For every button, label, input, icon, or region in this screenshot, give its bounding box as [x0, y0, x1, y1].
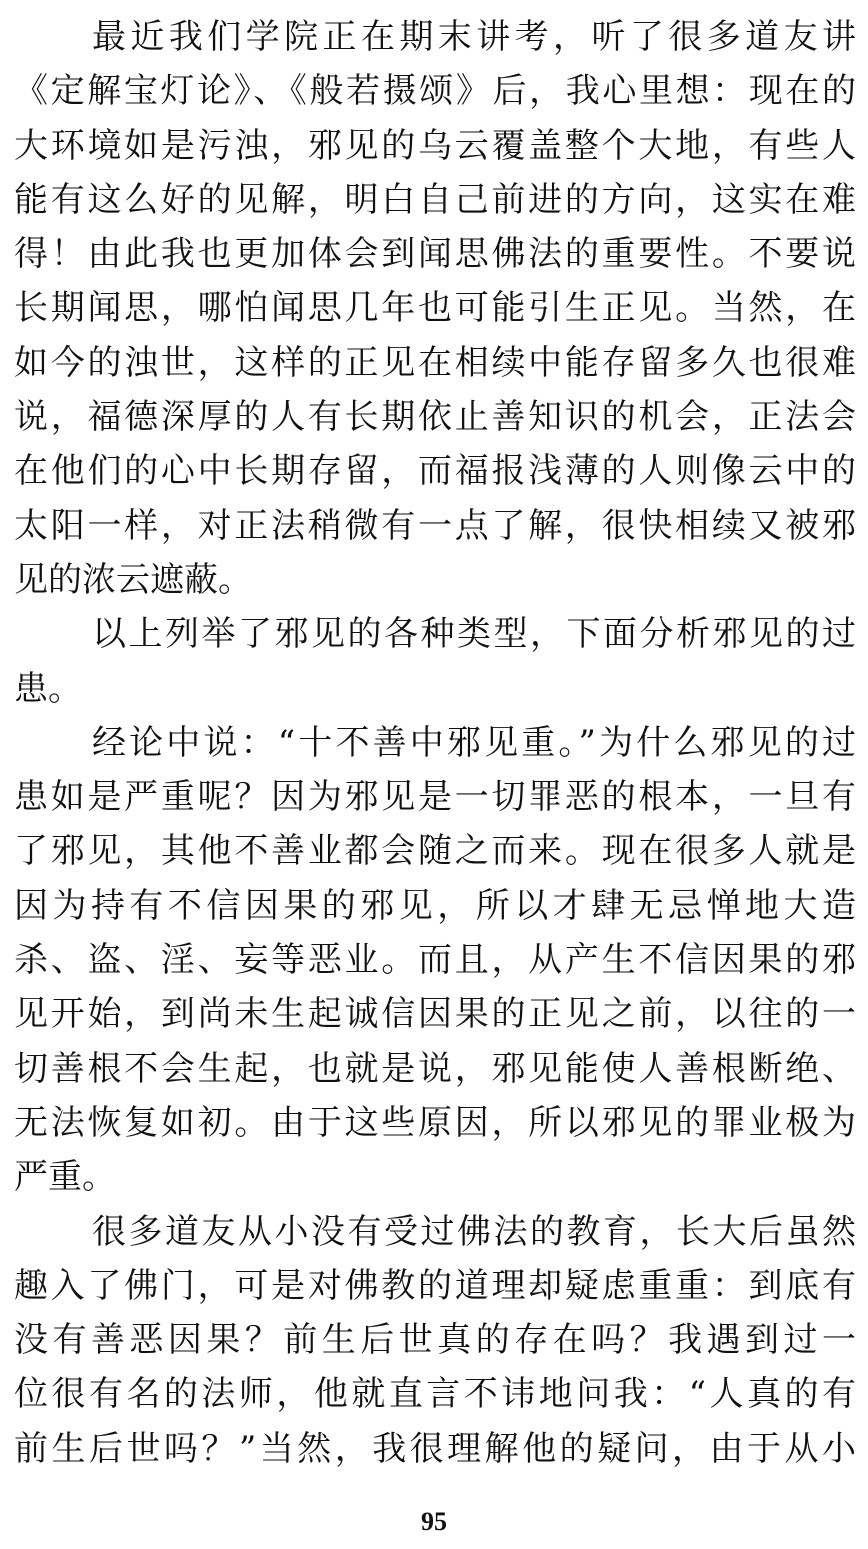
- page-number: 95: [421, 1507, 447, 1536]
- text-line-8: 说，福德深厚的人有长期依止善知识的机会，正法会: [14, 397, 856, 438]
- text-line-2: 《定解宝灯论》、《般若摄颂》后，我心里想：现在的: [14, 71, 856, 112]
- text-line-15: 患如是严重呢？因为邪见是一切罪恶的根本，一旦有: [14, 777, 856, 818]
- text-line-26: 位很有名的法师，他就直言不讳地问我：“人真的有: [14, 1374, 856, 1415]
- text-line-25: 没有善恶因果？前生后世真的存在吗？我遇到过一: [14, 1320, 856, 1361]
- text-line-12: 以上列举了邪见的各种类型，下面分析邪见的过: [92, 614, 856, 655]
- text-line-19: 见开始，到尚未生起诚信因果的正见之前，以往的一: [14, 994, 856, 1035]
- text-line-24: 趣入了佛门，可是对佛教的道理却疑虑重重：到底有: [14, 1265, 856, 1306]
- text-line-4: 能有这么好的见解，明白自己前进的方向，这实在难: [14, 179, 856, 220]
- text-line-22: 严重。: [14, 1157, 116, 1198]
- text-line-16: 了邪见，其他不善业都会随之而来。现在很多人就是: [14, 831, 856, 872]
- text-line-10: 太阳一样，对正法稍微有一点了解，很快相续又被邪: [14, 505, 856, 546]
- text-line-17: 因为持有不信因果的邪见，所以才肆无忌惮地大造: [14, 885, 856, 926]
- text-line-5: 得！由此我也更加体会到闻思佛法的重要性。不要说: [14, 234, 856, 275]
- text-line-21: 无法恢复如初。由于这些原因，所以邪见的罪业极为: [14, 1102, 856, 1143]
- text-line-6: 长期闻思，哪怕闻思几年也可能引生正见。当然，在: [14, 288, 856, 329]
- text-line-27: 前生后世吗？”当然，我很理解他的疑问，由于从小: [14, 1428, 856, 1469]
- text-line-3: 大环境如是污浊，邪见的乌云覆盖整个大地，有些人: [14, 125, 856, 166]
- text-line-13: 患。: [14, 668, 82, 709]
- text-line-18: 杀、盗、淫、妄等恶业。而且，从产生不信因果的邪: [14, 940, 856, 981]
- text-line-11: 见的浓云遮蔽。: [14, 559, 252, 600]
- text-line-20: 切善根不会生起，也就是说，邪见能使人善根断绝、: [14, 1048, 856, 1089]
- text-line-9: 在他们的心中长期存留，而福报浅薄的人则像云中的: [14, 451, 856, 492]
- text-line-14: 经论中说：“十不善中邪见重。”为什么邪见的过: [92, 722, 856, 763]
- body-text: [14, 10, 856, 1476]
- text-line-23: 很多道友从小没有受过佛法的教育，长大后虽然: [92, 1211, 856, 1252]
- text-line-1: 最近我们学院正在期末讲考，听了很多道友讲: [92, 17, 856, 57]
- text-line-7: 如今的浊世，这样的正见在相续中能存留多久也很难: [14, 342, 856, 383]
